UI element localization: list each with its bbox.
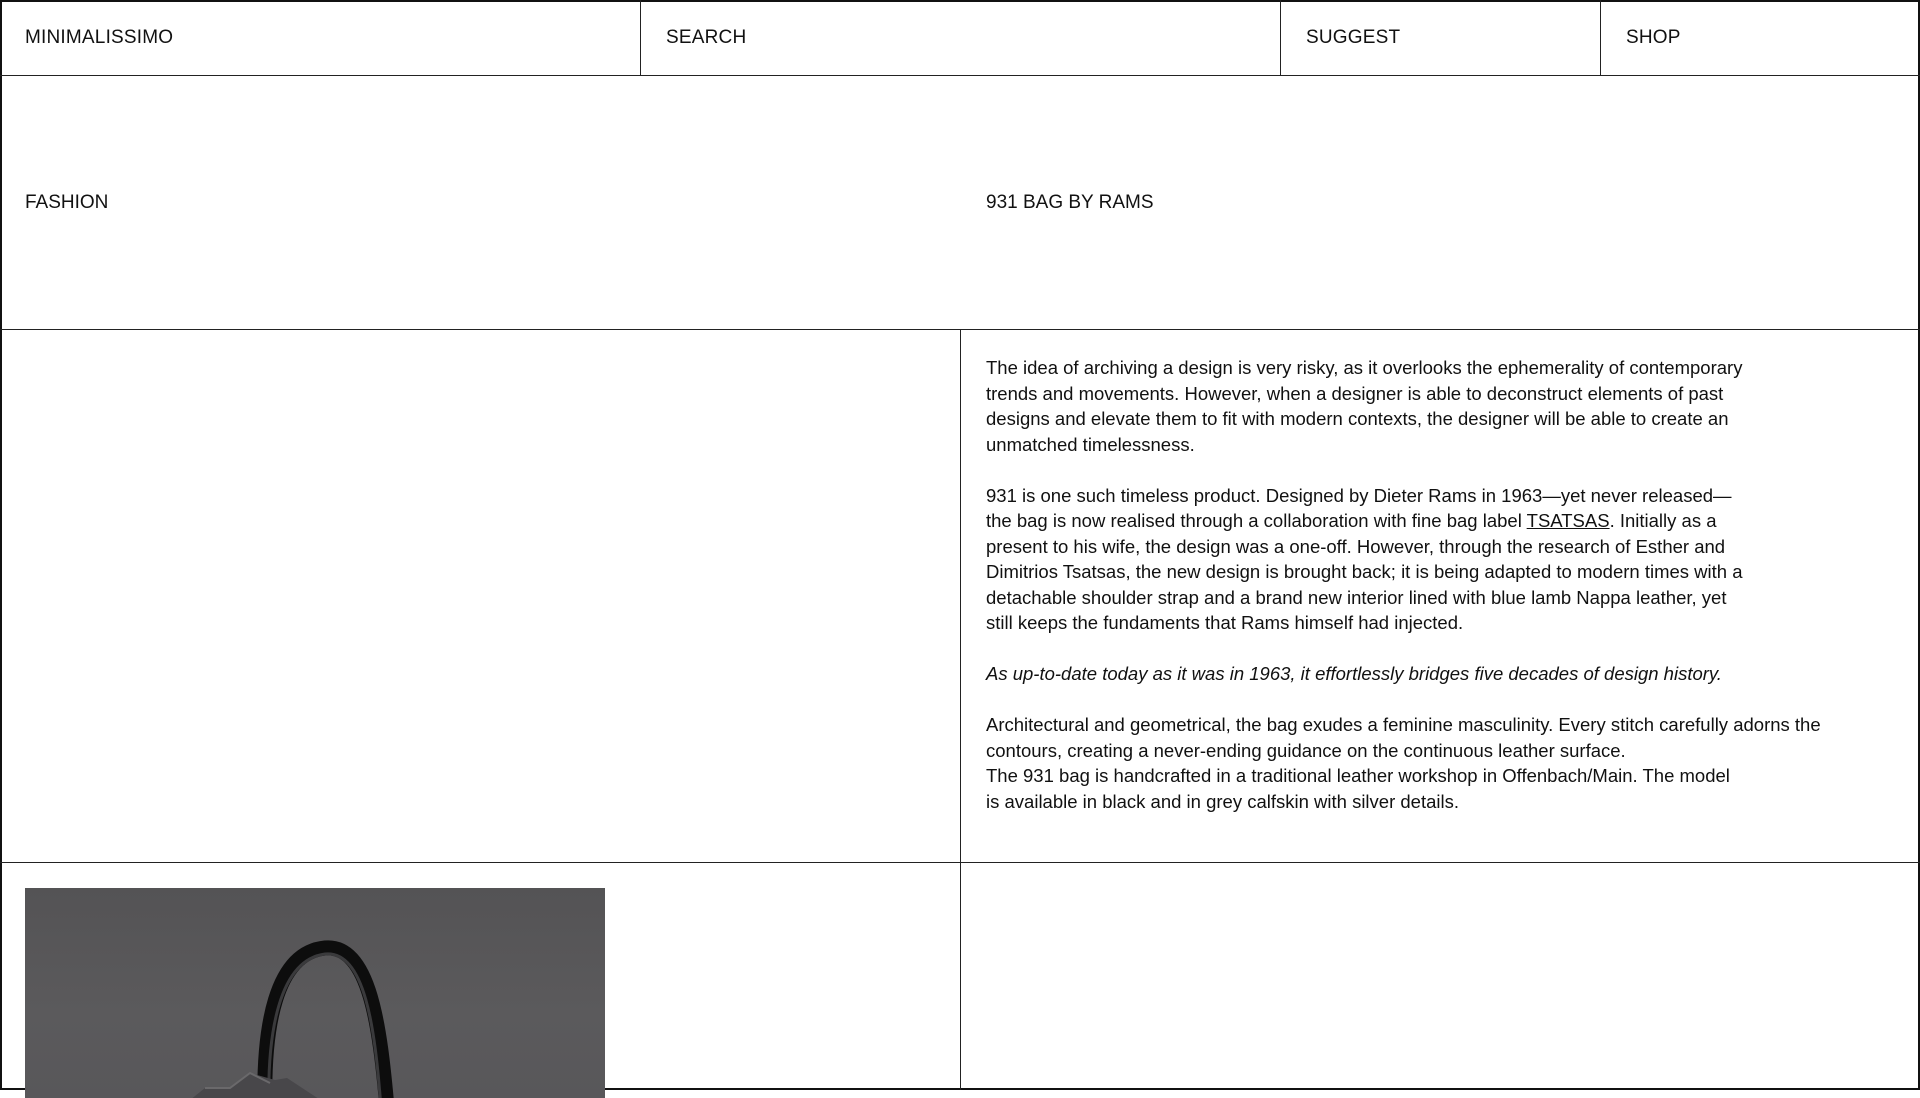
article-body: [961, 330, 1920, 863]
nav-suggest-link[interactable]: [1281, 0, 1601, 76]
article-header: [0, 76, 1920, 330]
bag-photo: [25, 888, 605, 1098]
tsatsas-link[interactable]: TSATSAS: [1526, 510, 1610, 531]
nav-search-label: SEARCH: [666, 26, 747, 48]
article-paragraph: Architectural and geometrical, the bag exudes a feminine masculinity. Every stitch carefully adorns the contours, creating a never-ending guidance on the continuous leather surface. The 931 bag is handcrafted in a traditional leather workshop in Offenbach/Main. The model is available in black and in grey calfskin with silver details.: [986, 714, 1821, 812]
nav-search-button[interactable]: [641, 0, 1281, 76]
nav-suggest-label: SUGGEST: [1306, 26, 1401, 48]
bag-illustration-icon: [25, 888, 605, 1098]
brand-logo-link[interactable]: [0, 0, 641, 76]
content-left-empty: [0, 330, 961, 863]
image-cell: [0, 863, 961, 1090]
brand-name: MINIMALISSIMO: [25, 26, 174, 48]
bottom-right-empty: [961, 863, 1920, 1090]
article-quote: As up-to-date today as it was in 1963, it effortlessly bridges five decades of design history.: [986, 663, 1722, 684]
nav-shop-link[interactable]: [1601, 0, 1920, 76]
nav-shop-label: SHOP: [1626, 26, 1681, 48]
article-title: 931 BAG BY RAMS: [986, 191, 1154, 213]
article-paragraph: 931 is one such timeless product. Designed by Dieter Rams in 1963—yet never released—the bag is now realised through a collaboration with fine bag label TSATSAS. Initially as a present to his wife, the design was a one-off. However, through the research of Esther and Dimitrios Tsatsas, the new design is brought back; it is being adapted to modern times with a detachable shoulder strap and a brand new interior lined with blue lamb Nappa leather, yet still keeps the fundaments that Rams himself had injected.: [986, 484, 1743, 633]
article-paragraph: The idea of archiving a design is very risky, as it overlooks the ephemerality of contemporary trends and movements. However, when a designer is able to deconstruct elements of past designs and elevate them to fit with modern contexts, the designer will be able to create an unmatched timelessness.: [986, 357, 1743, 455]
category-link[interactable]: FASHION: [25, 191, 109, 213]
